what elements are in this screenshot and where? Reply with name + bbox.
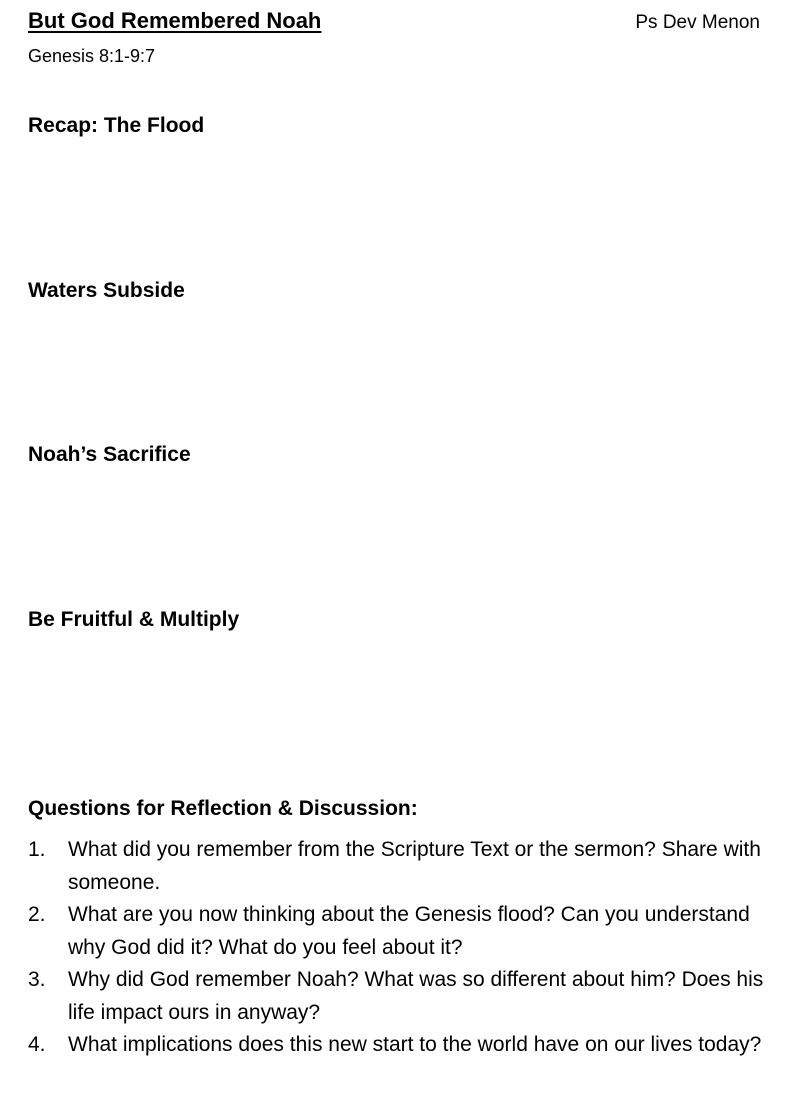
question-number: 1. xyxy=(28,838,46,861)
question-item xyxy=(28,964,768,1029)
questions-heading: Questions for Reflection & Discussion: xyxy=(28,797,418,820)
question-item xyxy=(28,834,768,899)
question-text: What implications does this new start to the world have on our lives today? xyxy=(68,1033,762,1056)
section-heading-waters-subside: Waters Subside xyxy=(28,279,185,302)
question-number: 2. xyxy=(28,903,46,926)
question-item xyxy=(28,899,768,964)
question-number: 4. xyxy=(28,1033,46,1056)
scripture-reference: Genesis 8:1-9:7 xyxy=(28,46,156,66)
section-heading-noahs-sacrifice: Noah’s Sacrifice xyxy=(28,443,191,466)
question-text: Why did God remember Noah? What was so different about him? Does his life impact ours in anyway? xyxy=(68,968,764,1024)
sermon-title: But God Remembered Noah xyxy=(28,8,322,33)
question-text: What are you now thinking about the Genesis flood? Can you understand why God did it? What do you feel about it? xyxy=(68,903,750,959)
question-text: What did you remember from the Scripture Text or the sermon? Share with someone. xyxy=(68,838,761,894)
question-item xyxy=(28,1029,768,1062)
section-heading-be-fruitful: Be Fruitful & Multiply xyxy=(28,608,240,631)
speaker-name: Ps Dev Menon xyxy=(635,12,760,33)
section-heading-recap: Recap: The Flood xyxy=(28,114,205,137)
question-number: 3. xyxy=(28,968,46,991)
questions-list xyxy=(28,834,768,1062)
